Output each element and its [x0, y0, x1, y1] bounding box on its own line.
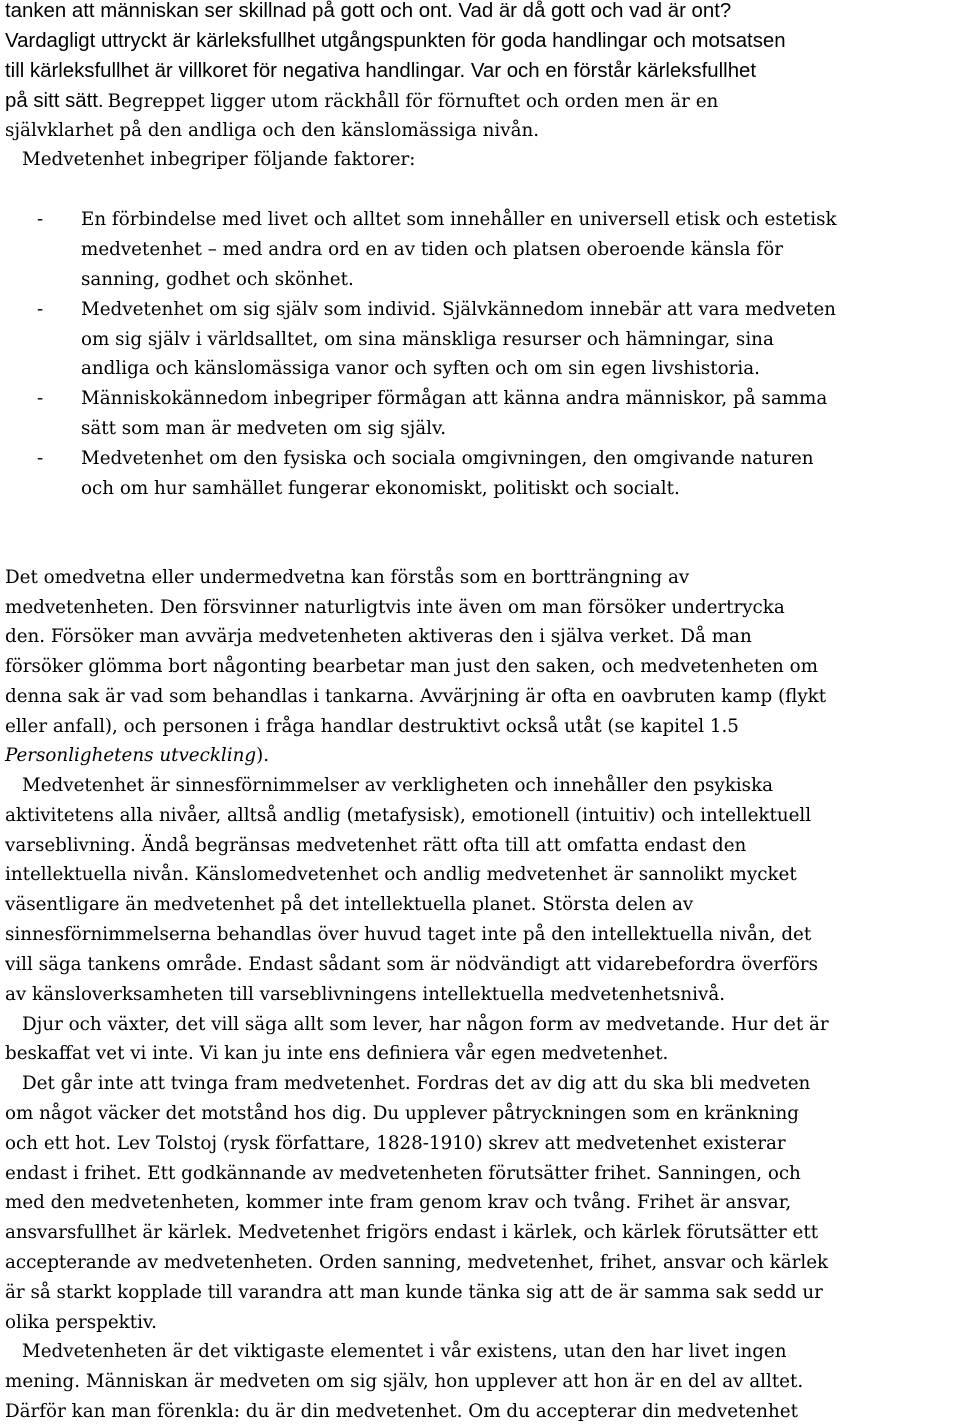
list-item-line: Medvetenhet om sig själv som individ. Självkännedom innebär att vara medveten — [81, 299, 836, 320]
text-line: olika perspektiv. — [5, 1312, 157, 1333]
text-line: mening. Människan är medveten om sig själv, hon upplever att hon är en del av alltet. — [5, 1371, 804, 1392]
text-line: Medvetenheten är det viktigaste elementet i vår existens, utan den har livet ingen — [22, 1341, 787, 1362]
list-item-line: andliga och känslomässiga vanor och syften och om sin egen livshistoria. — [81, 358, 760, 379]
text-line-mixed — [5, 86, 718, 116]
text-line: Vardagligt uttryckt är kärleksfullhet utgångspunkten för goda handlingar och motsatsen — [5, 30, 786, 52]
list-bullet: - — [37, 299, 44, 320]
text-line: Medvetenhet inbegriper följande faktorer: — [22, 149, 416, 170]
text-line-italic-ref — [5, 741, 269, 771]
text-line: Det omedvetna eller undermedvetna kan förstås som en bortträngning av — [5, 567, 690, 588]
text-line: till kärleksfullhet är villkoret för negativa handlingar. Var och en förstår kärleksfullhet — [5, 60, 757, 82]
list-item-line: Medvetenhet om den fysiska och sociala omgivningen, den omgivande naturen — [81, 448, 814, 469]
text-span: Begreppet ligger utom räckhåll för förnuftet och orden men är en — [107, 91, 719, 112]
text-line: försöker glömma bort någonting bearbetar man just den saken, och medvetenheten om — [5, 656, 818, 677]
text-line: Därför kan man förenkla: du är din medvetenhet. Om du accepterar din medvetenhet — [5, 1401, 798, 1422]
text-line: om något väcker det motstånd hos dig. Du upplever påtryckningen som en kränkning — [5, 1103, 799, 1124]
text-line: varseblivning. Ändå begränsas medvetenhet rätt ofta till att omfatta endast den — [5, 835, 747, 856]
text-line: tanken att människan ser skillnad på gott och ont. Vad är då gott och vad är ont? — [5, 0, 732, 22]
text-line: eller anfall), och personen i fråga handlar destruktivt också utåt (se kapitel 1.5 — [5, 716, 739, 737]
text-line: endast i frihet. Ett godkännande av medvetenheten förutsätter frihet. Sanningen, och — [5, 1163, 801, 1184]
list-item-line: och om hur samhället fungerar ekonomiskt, politiskt och socialt. — [81, 478, 680, 499]
text-line: ansvarsfullhet är kärlek. Medvetenhet frigörs endast i kärlek, och kärlek förutsätter ett — [5, 1222, 819, 1243]
text-span: ). — [256, 745, 270, 766]
text-line: denna sak är vad som behandlas i tankarna. Avvärjning är ofta en oavbruten kamp (flykt — [5, 686, 827, 707]
text-line: Medvetenhet är sinnesförnimmelser av verkligheten och innehåller den psykiska — [22, 775, 774, 796]
list-bullet: - — [37, 388, 44, 409]
text-line: Det går inte att tvinga fram medvetenhet. Fordras det av dig att du ska bli medveten — [22, 1073, 811, 1094]
text-span: på sitt sätt. — [5, 90, 104, 112]
text-line: den. Försöker man avvärja medvetenheten aktiveras den i själva verket. Då man — [5, 626, 752, 647]
text-line: av känsloverksamheten till varseblivningens intellektuella medvetenhetsnivå. — [5, 984, 726, 1005]
text-line: vill säga tankens område. Endast sådant som är nödvändigt att vidarebefordra överförs — [5, 954, 819, 975]
list-item-line: Människokännedom inbegriper förmågan att känna andra människor, på samma — [81, 388, 828, 409]
list-item-line: En förbindelse med livet och alltet som innehåller en universell etisk och estetisk — [81, 209, 837, 230]
list-item-line: sanning, godhet och skönhet. — [81, 269, 354, 290]
text-line: och ett hot. Lev Tolstoj (rysk författare, 1828-1910) skrev att medvetenhet existerar — [5, 1133, 786, 1154]
text-line: väsentligare än medvetenhet på det intellektuella planet. Största delen av — [5, 894, 694, 915]
list-item-line: sätt som man är medveten om sig själv. — [81, 418, 446, 439]
text-line: Djur och växter, det vill säga allt som lever, har någon form av medvetande. Hur det är — [22, 1014, 829, 1035]
list-item-line: om sig själv i världsalltet, om sina mänskliga resurser och hämningar, sina — [81, 329, 774, 350]
text-line: intellektuella nivån. Känslomedvetenhet och andlig medvetenhet är sannolikt mycket — [5, 864, 797, 885]
text-line: aktivitetens alla nivåer, alltså andlig (metafysisk), emotionell (intuitiv) och intellektuell — [5, 805, 812, 826]
list-item-line: medvetenhet – med andra ord en av tiden och platsen oberoende känsla för — [81, 239, 783, 260]
book-reference: Personlighetens utveckling — [5, 745, 257, 766]
text-line: accepterande av medvetenheten. Orden sanning, medvetenhet, frihet, ansvar och kärlek — [5, 1252, 829, 1273]
list-bullet: - — [37, 448, 44, 469]
text-line: sinnesförnimmelserna behandlas över huvud taget inte på den intellektuella nivån, det — [5, 924, 812, 945]
list-bullet: - — [37, 209, 44, 230]
text-line: självklarhet på den andliga och den känslomässiga nivån. — [5, 120, 540, 141]
text-line: medvetenheten. Den försvinner naturligtvis inte även om man försöker undertrycka — [5, 597, 785, 618]
text-line: är så starkt kopplade till varandra att man kunde tänka sig att de är samma sak sedd ur — [5, 1282, 823, 1303]
text-line: beskaffat vet vi inte. Vi kan ju inte ens definiera vår egen medvetenhet. — [5, 1043, 669, 1064]
text-line: med den medvetenheten, kommer inte fram genom krav och tvång. Frihet är ansvar, — [5, 1192, 792, 1213]
